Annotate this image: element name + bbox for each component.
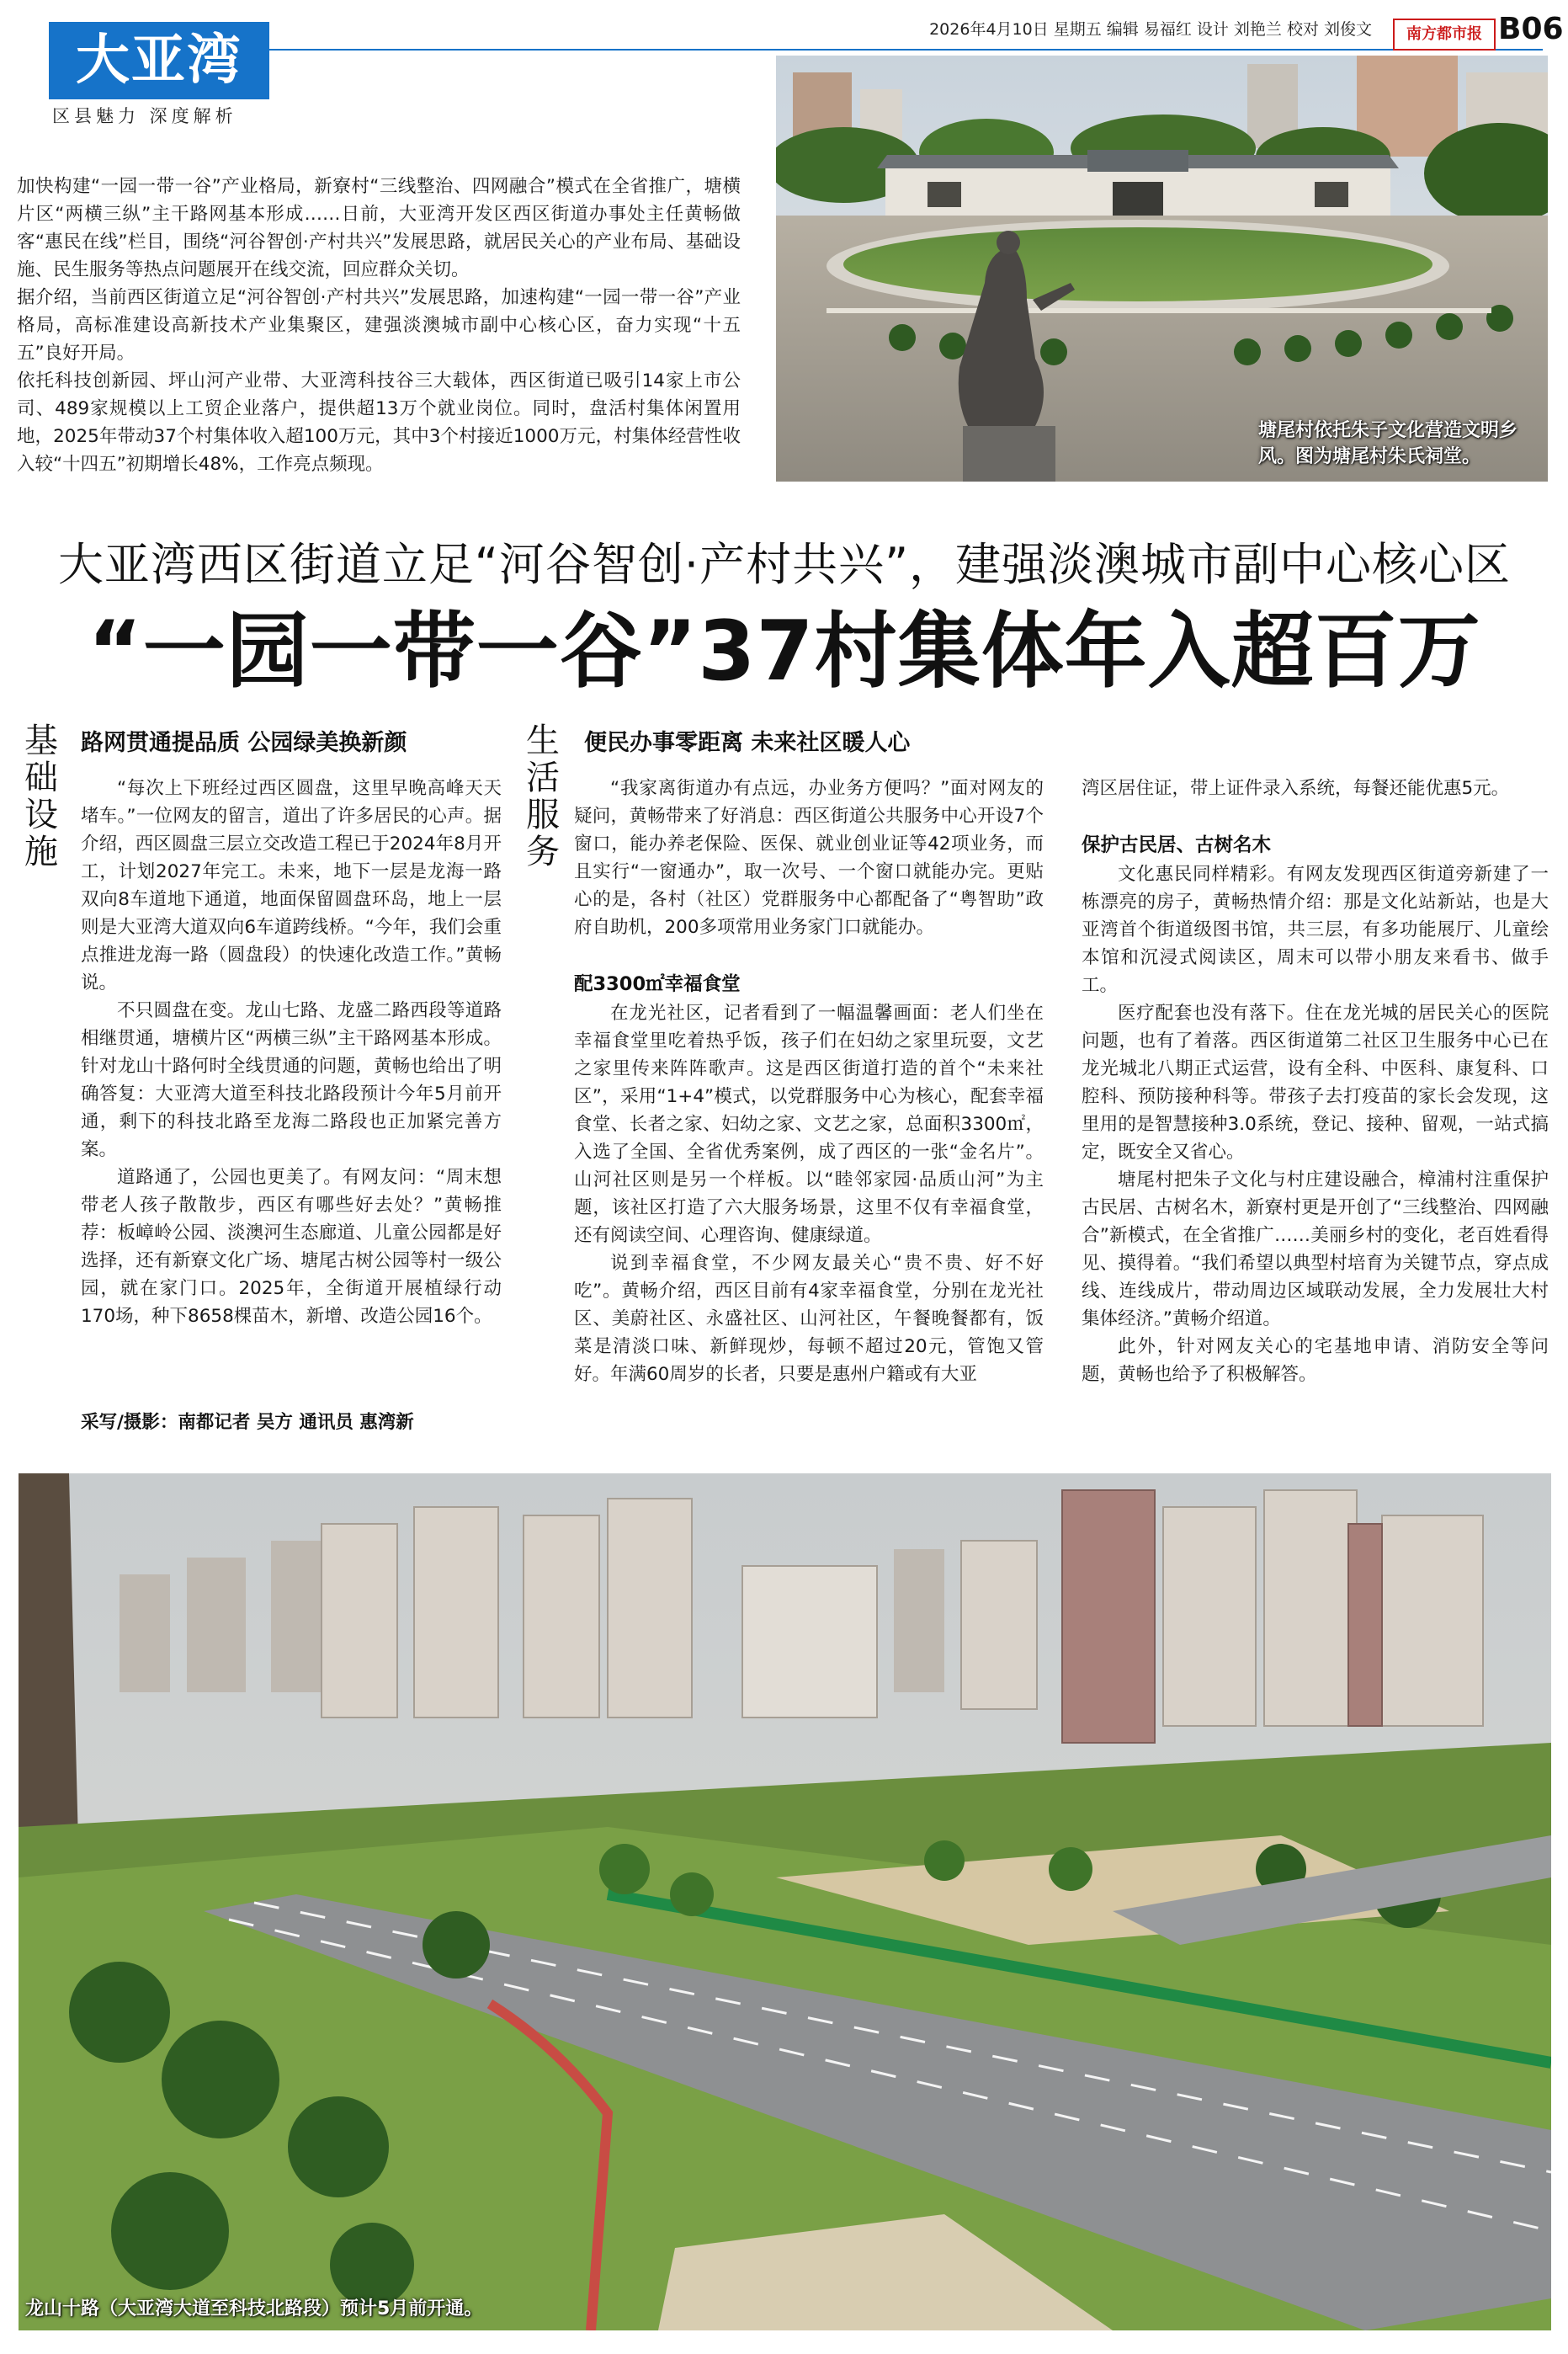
article-paragraph: 文化惠民同样精彩。有网友发现西区街道旁新建了一栋漂亮的房子，黄畅热情介绍：那是文化站新站，也是大亚湾首个街道级图书馆，共三层，有多功能展厅、儿童绘本馆和沉浸式阅读区，周末可以带小朋友来看书、做手工。 bbox=[1082, 864, 1549, 996]
article-paragraph: “每次上下班经过西区圆盘，这里早晚高峰天天堵车。”一位网友的留言，道出了许多居民的心声。据介绍，西区圆盘三层立交改造工程已于2024年8月开工，计划2027年完工。未来，地下一层是龙海一路双向8车道地下通道，地面保留圆盘环岛，地上一层则是大亚湾大道双向6车道跨线桥。“今年，我们会重点推进龙海一路（圆盘段）的快速化改造工作。”黄畅说。 bbox=[81, 778, 502, 993]
section-logo: 大亚湾 bbox=[49, 22, 269, 99]
bottom-photo-caption: 龙山十路（大亚湾大道至科技北路段）预计5月前开通。 bbox=[25, 2298, 483, 2319]
article-paragraph: 说到幸福食堂，不少网友最关心“贵不贵、好不好吃”。黄畅介绍，西区目前有4家幸福食堂，分别在龙光社区、美蔚社区、永盛社区、山河社区，午餐晚餐都有，饭菜是清淡口味、新鲜现炒，每顿不超过20元，管饱又管好。年满60周岁的长者，只要是惠州户籍或有大亚 bbox=[574, 1253, 1044, 1385]
article-paragraph: 塘尾村把朱子文化与村庄建设融合，樟浦村注重保护古民居、古树名木，新寮村更是开创了“三线整治、四网融合”新模式，在全省推广……美丽乡村的变化，老百姓看得见、摸得着。“我们希望以典型村培育为关键节点，穿点成线、连线成片，带动周边区域联动发展，全力发展壮大村集体经济。”黄畅介绍道。 bbox=[1082, 1169, 1549, 1329]
article-column-3 bbox=[1082, 775, 1549, 1388]
issue-meta: 2026年4月10日 星期五 编辑 易福红 设计 刘艳兰 校对 刘俊文 bbox=[929, 20, 1372, 39]
article-paragraph: 此外，针对网友关心的宅基地申请、消防安全等问题，黄畅也给予了积极解答。 bbox=[1082, 1336, 1549, 1385]
top-photo-caption: 塘尾村依托朱子文化营造文明乡风。图为塘尾村朱氏祠堂。 bbox=[1258, 420, 1518, 467]
article-paragraph: 医疗配套也没有落下。住在龙光城的居民关心的医院问题，也有了着落。西区街道第二社区卫生服务中心已在龙光城北八期正式运营，设有全科、中医科、康复科、口腔科、预防接种科等。带孩子去打疫苗的家长会发现，这里用的是智慧接种3.0系统，登记、接种、留观，一站式搞定，既安全又省心。 bbox=[1082, 1003, 1549, 1163]
paper-logo: 南方都市报 bbox=[1393, 19, 1496, 51]
subsection-heading: 保护古民居、古树名木 bbox=[1082, 834, 1272, 856]
page-number: B06 bbox=[1498, 12, 1564, 46]
subheadline: 大亚湾西区街道立足“河谷智创·产村共兴”，建强淡澳城市副中心核心区 bbox=[57, 538, 1512, 591]
article-paragraph: 湾区居住证，带上证件录入系统，每餐还能优惠5元。 bbox=[1082, 778, 1510, 799]
section-label-life-services: 生 活 服 务 bbox=[526, 722, 560, 871]
article-paragraph: 道路通了，公园也更美了。有网友问：“周末想带老人孩子散散步，西区有哪些好去处？”黄畅推荐：板嶂岭公园、淡澳河生态廊道、儿童公园都是好选择，还有新寮文化广场、塘尾古树公园等村一级公园，就在家门口。2025年，全街道开展植绿行动170场，种下8658棵苗木，新增、改造公园16个。 bbox=[81, 1167, 502, 1327]
byline-credits: 采写/摄影：南都记者 吴方 通讯员 惠湾新 bbox=[81, 1412, 414, 1433]
subsection-heading: 配3300㎡幸福食堂 bbox=[574, 973, 741, 995]
intro-paragraph: 加快构建“一园一带一谷”产业格局，新寮村“三线整治、四网融合”模式在全省推广，塘横片区“两横三纵”主干路网基本形成……日前，大亚湾开发区西区街道办事处主任黄畅做客“惠民在线”栏目，围绕“河谷智创·产村共兴”发展思路，就居民关心的产业布局、基础设施、民生服务等热点问题展开在线交流，回应群众关切。 bbox=[17, 176, 741, 280]
header-rule bbox=[49, 49, 1543, 51]
article-paragraph: 在龙光社区，记者看到了一幅温馨画面：老人们坐在幸福食堂里吃着热乎饭，孩子们在妇幼之家里玩耍，文艺之家里传来阵阵歌声。这是西区街道打造的首个“未来社区”，采用“1+4”模式，以党群服务中心为核心，配套幸福食堂、长者之家、妇幼之家、文艺之家，总面积3300㎡，入选了全国、全省优秀案例，成了西区的一张“金名片”。山河社区则是另一个样板。以“睦邻家园·品质山河”为主题，该社区打造了六大服务场景，这里不仅有幸福食堂，还有阅读空间、心理咨询、健康绿道。 bbox=[574, 1003, 1044, 1246]
infrastructure-heading: 路网贯通提品质 公园绿美换新颜 bbox=[81, 730, 407, 756]
article-column-1 bbox=[81, 775, 502, 1330]
article-paragraph: 不只圆盘在变。龙山七路、龙盛二路西段等道路相继贯通，塘横片区“两横三纵”主干路网基本形成。针对龙山十路何时全线贯通的问题，黄畅也给出了明确答复：大亚湾大道至科技北路段预计今年5月前开通，剩下的科技北路至龙海二路段也正加紧完善方案。 bbox=[81, 1000, 502, 1160]
intro-paragraph: 据介绍，当前西区街道立足“河谷智创·产村共兴”发展思路，加速构建“一园一带一谷”产业格局，高标准建设高新技术产业集聚区，建强淡澳城市副中心核心区，奋力实现“十五五”良好开局。 bbox=[17, 287, 741, 364]
intro-paragraph: 依托科技创新园、坪山河产业带、大亚湾科技谷三大载体，西区街道已吸引14家上市公司、489家规模以上工贸企业落户，提供超13万个就业岗位。同时，盘活村集体闲置用地，2025年带动37个村集体收入超100万元，其中3个村接近1000万元，村集体经营性收入较“十四五”初期增长48%，工作亮点频现。 bbox=[17, 370, 741, 475]
section-tagline: 区县魅力 深度解析 bbox=[52, 106, 237, 126]
intro-text bbox=[17, 173, 741, 478]
header-meta bbox=[867, 17, 1372, 40]
article-column-2 bbox=[574, 775, 1044, 1388]
article-paragraph: “我家离街道办有点远，办业务方便吗？”面对网友的疑问，黄畅带来了好消息：西区街道公共服务中心开设7个窗口，能办养老保险、医保、就业创业证等42项业务，而且实行“一窗通办”，取一次号、一个窗口就能办完。更贴心的是，各村（社区）党群服务中心都配备了“粤智助”政府自助机，200多项常用业务家门口就能办。 bbox=[574, 778, 1044, 938]
main-headline: “一园一带一谷”37村集体年入超百万 bbox=[88, 604, 1481, 700]
section-label-infrastructure: 基 础 设 施 bbox=[24, 722, 58, 871]
life-services-heading: 便民办事零距离 未来社区暖人心 bbox=[584, 730, 911, 756]
aerial-road-photo bbox=[19, 1473, 1551, 2330]
aerial-road-illustration bbox=[19, 1473, 1551, 2330]
